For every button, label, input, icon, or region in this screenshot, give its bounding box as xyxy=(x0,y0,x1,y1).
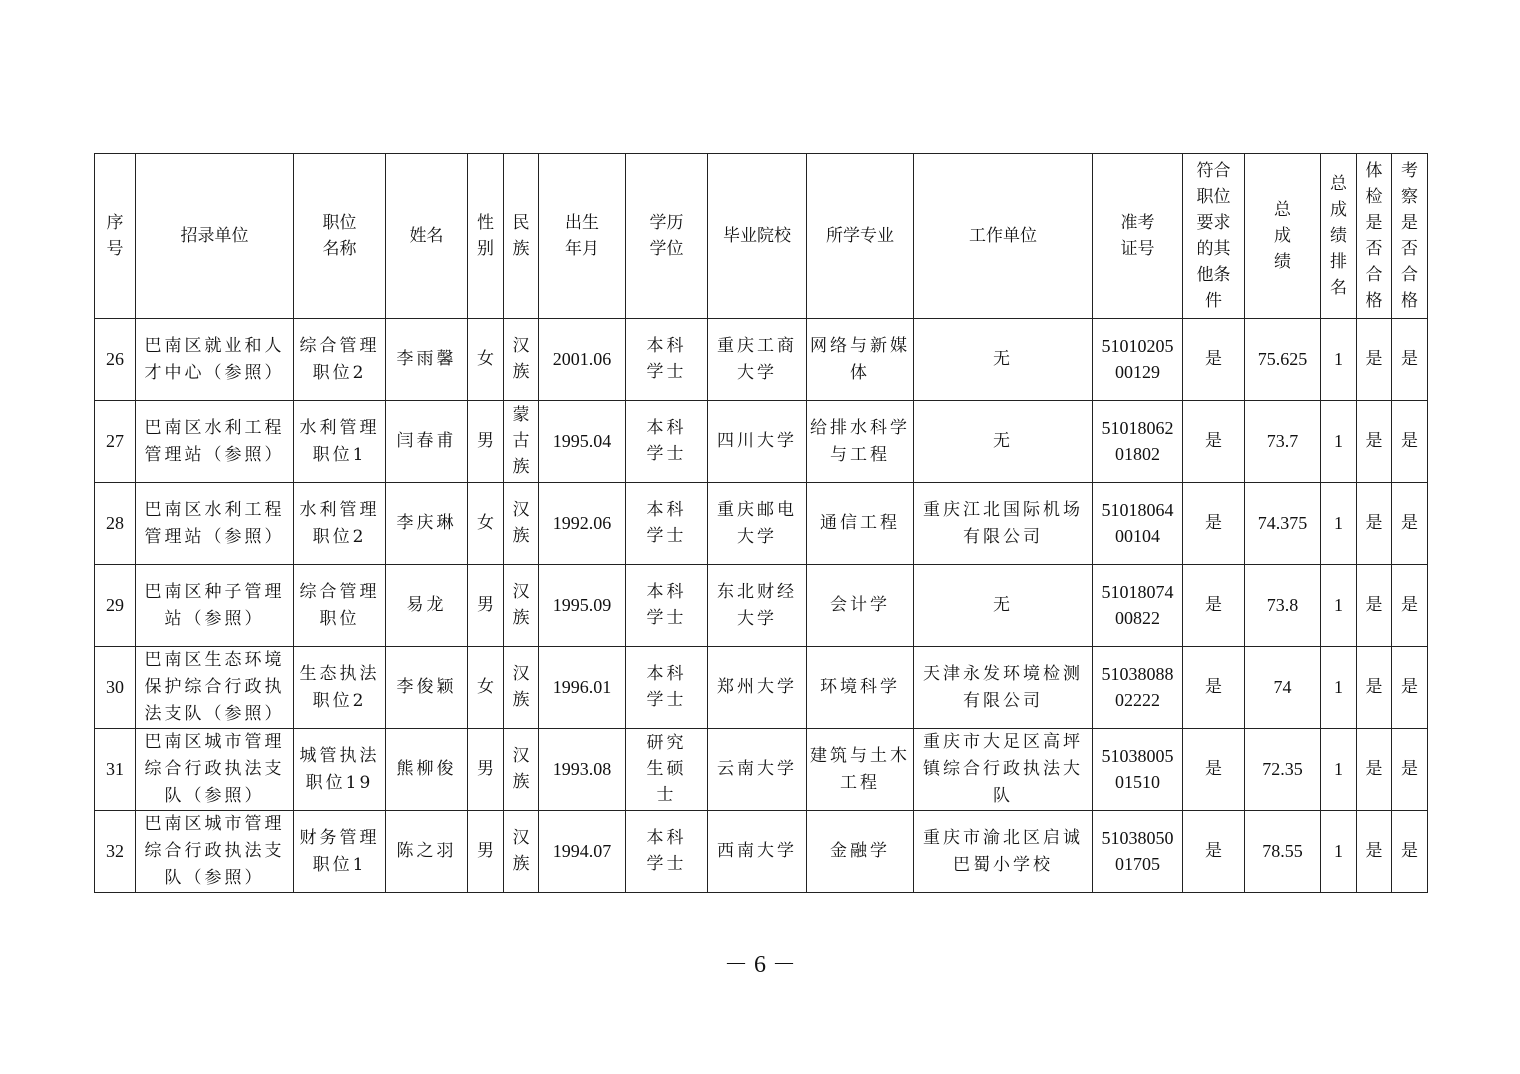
cell-other-req: 是 xyxy=(1183,401,1245,483)
cell-major: 会计学 xyxy=(807,565,914,647)
cell-degree: 本科学士 xyxy=(626,483,708,565)
table-row xyxy=(95,565,1428,647)
table-row xyxy=(95,811,1428,893)
page-number: － 6 － xyxy=(724,952,796,978)
cell-total: 75.625 xyxy=(1245,319,1321,401)
header-position: 职位名称 xyxy=(294,154,386,319)
cell-birth: 1993.08 xyxy=(539,729,626,811)
cell-employer: 天津永发环境检测有限公司 xyxy=(914,647,1093,729)
header-major: 所学专业 xyxy=(807,154,914,319)
cell-unit: 巴南区城市管理综合行政执法支队（参照） xyxy=(136,811,294,893)
cell-ethnicity: 汉族 xyxy=(504,811,539,893)
header-physical: 体检是否合格 xyxy=(1357,154,1392,319)
cell-seq: 31 xyxy=(95,729,136,811)
cell-degree: 本科学士 xyxy=(626,401,708,483)
cell-physical: 是 xyxy=(1357,319,1392,401)
cell-employer: 重庆江北国际机场有限公司 xyxy=(914,483,1093,565)
cell-total: 74.375 xyxy=(1245,483,1321,565)
cell-position: 综合管理职位2 xyxy=(294,319,386,401)
cell-position: 财务管理职位1 xyxy=(294,811,386,893)
header-unit: 招录单位 xyxy=(136,154,294,319)
cell-ethnicity: 汉族 xyxy=(504,483,539,565)
table-row xyxy=(95,729,1428,811)
cell-review: 是 xyxy=(1392,647,1428,729)
header-rank: 总成绩排名 xyxy=(1321,154,1357,319)
cell-rank: 1 xyxy=(1321,401,1357,483)
cell-physical: 是 xyxy=(1357,811,1392,893)
cell-seq: 32 xyxy=(95,811,136,893)
cell-other-req: 是 xyxy=(1183,483,1245,565)
cell-other-req: 是 xyxy=(1183,647,1245,729)
cell-major: 建筑与土木工程 xyxy=(807,729,914,811)
cell-ethnicity: 汉族 xyxy=(504,319,539,401)
cell-employer: 无 xyxy=(914,319,1093,401)
cell-school: 郑州大学 xyxy=(708,647,807,729)
cell-review: 是 xyxy=(1392,483,1428,565)
cell-school: 重庆工商大学 xyxy=(708,319,807,401)
cell-gender: 男 xyxy=(468,729,504,811)
cell-degree: 本科学士 xyxy=(626,647,708,729)
header-name: 姓名 xyxy=(386,154,468,319)
cell-school: 西南大学 xyxy=(708,811,807,893)
cell-ethnicity: 汉族 xyxy=(504,729,539,811)
cell-seq: 29 xyxy=(95,565,136,647)
cell-physical: 是 xyxy=(1357,729,1392,811)
cell-major: 环境科学 xyxy=(807,647,914,729)
header-degree: 学历学位 xyxy=(626,154,708,319)
cell-exam-id: 5103808802222 xyxy=(1093,647,1183,729)
cell-review: 是 xyxy=(1392,401,1428,483)
candidate-table xyxy=(94,153,1428,893)
cell-exam-id: 5101020500129 xyxy=(1093,319,1183,401)
cell-birth: 2001.06 xyxy=(539,319,626,401)
cell-gender: 男 xyxy=(468,811,504,893)
cell-name: 熊柳俊 xyxy=(386,729,468,811)
cell-rank: 1 xyxy=(1321,565,1357,647)
cell-birth: 1995.04 xyxy=(539,401,626,483)
table-row xyxy=(95,401,1428,483)
cell-birth: 1992.06 xyxy=(539,483,626,565)
cell-review: 是 xyxy=(1392,729,1428,811)
cell-seq: 28 xyxy=(95,483,136,565)
cell-position: 水利管理职位1 xyxy=(294,401,386,483)
cell-gender: 女 xyxy=(468,647,504,729)
cell-unit: 巴南区种子管理站（参照） xyxy=(136,565,294,647)
cell-ethnicity: 蒙古族 xyxy=(504,401,539,483)
cell-degree: 本科学士 xyxy=(626,811,708,893)
header-other-req: 符合职位要求的其他条件 xyxy=(1183,154,1245,319)
cell-school: 四川大学 xyxy=(708,401,807,483)
cell-position: 生态执法职位2 xyxy=(294,647,386,729)
cell-review: 是 xyxy=(1392,811,1428,893)
cell-exam-id: 5101807400822 xyxy=(1093,565,1183,647)
cell-unit: 巴南区就业和人才中心（参照） xyxy=(136,319,294,401)
cell-name: 闫春甫 xyxy=(386,401,468,483)
cell-other-req: 是 xyxy=(1183,565,1245,647)
cell-unit: 巴南区城市管理综合行政执法支队（参照） xyxy=(136,729,294,811)
cell-gender: 男 xyxy=(468,401,504,483)
cell-unit: 巴南区水利工程管理站（参照） xyxy=(136,483,294,565)
cell-ethnicity: 汉族 xyxy=(504,647,539,729)
header-seq: 序号 xyxy=(95,154,136,319)
cell-degree: 研究生硕士 xyxy=(626,729,708,811)
cell-seq: 26 xyxy=(95,319,136,401)
cell-other-req: 是 xyxy=(1183,729,1245,811)
cell-unit: 巴南区生态环境保护综合行政执法支队（参照） xyxy=(136,647,294,729)
cell-total: 73.8 xyxy=(1245,565,1321,647)
cell-gender: 男 xyxy=(468,565,504,647)
cell-physical: 是 xyxy=(1357,483,1392,565)
cell-seq: 27 xyxy=(95,401,136,483)
cell-school: 重庆邮电大学 xyxy=(708,483,807,565)
cell-employer: 无 xyxy=(914,401,1093,483)
cell-unit: 巴南区水利工程管理站（参照） xyxy=(136,401,294,483)
cell-major: 通信工程 xyxy=(807,483,914,565)
cell-birth: 1994.07 xyxy=(539,811,626,893)
cell-employer: 重庆市渝北区启诚巴蜀小学校 xyxy=(914,811,1093,893)
cell-name: 易龙 xyxy=(386,565,468,647)
cell-seq: 30 xyxy=(95,647,136,729)
cell-exam-id: 5103800501510 xyxy=(1093,729,1183,811)
cell-employer: 重庆市大足区高坪镇综合行政执法大队 xyxy=(914,729,1093,811)
cell-major: 金融学 xyxy=(807,811,914,893)
cell-name: 陈之羽 xyxy=(386,811,468,893)
table-row xyxy=(95,647,1428,729)
header-ethnicity: 民族 xyxy=(504,154,539,319)
header-gender: 性别 xyxy=(468,154,504,319)
cell-name: 李俊颖 xyxy=(386,647,468,729)
cell-major: 网络与新媒体 xyxy=(807,319,914,401)
cell-rank: 1 xyxy=(1321,647,1357,729)
header-employer: 工作单位 xyxy=(914,154,1093,319)
header-total: 总成绩 xyxy=(1245,154,1321,319)
cell-position: 水利管理职位2 xyxy=(294,483,386,565)
cell-major: 给排水科学与工程 xyxy=(807,401,914,483)
cell-physical: 是 xyxy=(1357,647,1392,729)
cell-total: 78.55 xyxy=(1245,811,1321,893)
cell-gender: 女 xyxy=(468,319,504,401)
cell-rank: 1 xyxy=(1321,483,1357,565)
cell-rank: 1 xyxy=(1321,811,1357,893)
cell-total: 73.7 xyxy=(1245,401,1321,483)
cell-exam-id: 5103805001705 xyxy=(1093,811,1183,893)
cell-rank: 1 xyxy=(1321,319,1357,401)
cell-other-req: 是 xyxy=(1183,811,1245,893)
cell-degree: 本科学士 xyxy=(626,565,708,647)
cell-rank: 1 xyxy=(1321,729,1357,811)
header-row xyxy=(95,154,1428,319)
table-row xyxy=(95,319,1428,401)
cell-total: 72.35 xyxy=(1245,729,1321,811)
cell-position: 综合管理职位 xyxy=(294,565,386,647)
cell-school: 东北财经大学 xyxy=(708,565,807,647)
header-exam-id: 准考证号 xyxy=(1093,154,1183,319)
cell-employer: 无 xyxy=(914,565,1093,647)
cell-total: 74 xyxy=(1245,647,1321,729)
cell-gender: 女 xyxy=(468,483,504,565)
header-birth: 出生年月 xyxy=(539,154,626,319)
cell-other-req: 是 xyxy=(1183,319,1245,401)
header-review: 考察是否合格 xyxy=(1392,154,1428,319)
cell-ethnicity: 汉族 xyxy=(504,565,539,647)
cell-name: 李庆琳 xyxy=(386,483,468,565)
cell-physical: 是 xyxy=(1357,565,1392,647)
cell-degree: 本科学士 xyxy=(626,319,708,401)
cell-birth: 1995.09 xyxy=(539,565,626,647)
cell-review: 是 xyxy=(1392,319,1428,401)
cell-exam-id: 5101806201802 xyxy=(1093,401,1183,483)
cell-birth: 1996.01 xyxy=(539,647,626,729)
cell-school: 云南大学 xyxy=(708,729,807,811)
cell-physical: 是 xyxy=(1357,401,1392,483)
table-row xyxy=(95,483,1428,565)
cell-name: 李雨馨 xyxy=(386,319,468,401)
cell-position: 城管执法职位19 xyxy=(294,729,386,811)
cell-exam-id: 5101806400104 xyxy=(1093,483,1183,565)
header-school: 毕业院校 xyxy=(708,154,807,319)
cell-review: 是 xyxy=(1392,565,1428,647)
